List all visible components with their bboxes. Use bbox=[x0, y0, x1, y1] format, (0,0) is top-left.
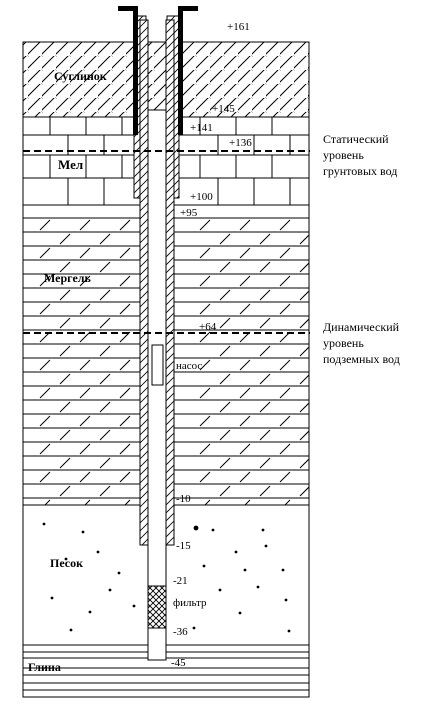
elev-145: +145 bbox=[212, 103, 235, 115]
svg-text:Динамический: Динамический bbox=[323, 320, 400, 334]
elev-minus-36: -36 bbox=[173, 626, 188, 638]
elev-top: +161 bbox=[227, 21, 250, 33]
elev-minus-10: -10 bbox=[176, 493, 191, 505]
svg-text:уровень: уровень bbox=[323, 148, 364, 162]
elev-95: +95 bbox=[180, 207, 198, 219]
static-level-caption bbox=[323, 132, 397, 178]
pump bbox=[152, 345, 163, 385]
label-sand: Песок bbox=[50, 556, 84, 570]
elev-100: +100 bbox=[190, 191, 213, 203]
svg-text:Статический: Статический bbox=[323, 132, 389, 146]
svg-text:подземных вод: подземных вод bbox=[323, 352, 400, 366]
label-chalk: Мел bbox=[58, 157, 84, 172]
elev-141: +141 bbox=[190, 122, 213, 134]
label-loam: Суглинок bbox=[54, 69, 107, 83]
svg-text:уровень: уровень bbox=[323, 336, 364, 350]
filter bbox=[148, 586, 166, 628]
label-marl: Мергель bbox=[44, 271, 91, 285]
filter-label: фильтр bbox=[173, 597, 207, 609]
elev-minus-45: -45 bbox=[171, 657, 186, 669]
elev-minus-15: -15 bbox=[176, 540, 191, 552]
elev-64: +64 bbox=[199, 321, 217, 333]
dynamic-level-caption bbox=[323, 320, 400, 366]
svg-text:грунтовых вод: грунтовых вод bbox=[323, 164, 398, 178]
label-clay: Глина bbox=[28, 660, 61, 674]
elev-136: +136 bbox=[229, 137, 252, 149]
pump-label: насос bbox=[176, 360, 203, 372]
elev-minus-21: -21 bbox=[173, 575, 188, 587]
